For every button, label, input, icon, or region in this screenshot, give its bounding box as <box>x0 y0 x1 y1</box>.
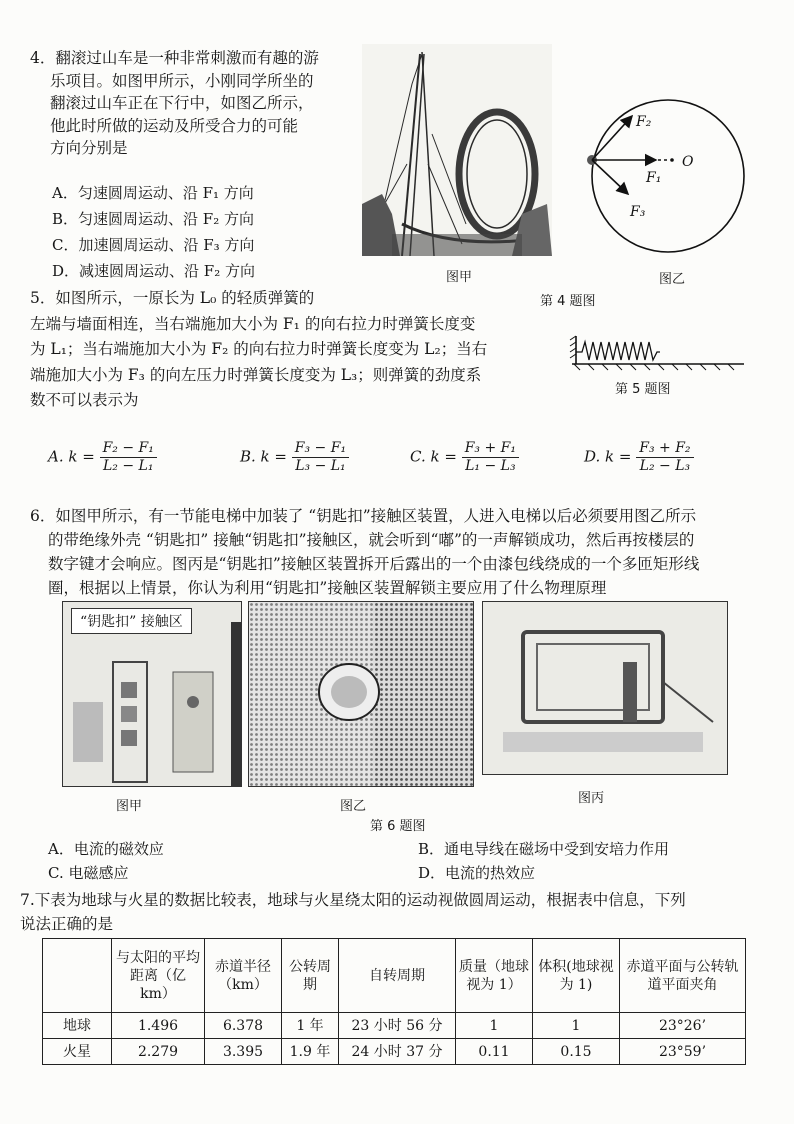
q4-options <box>52 180 255 284</box>
q5-line: 为 L₁；当右端施加大小为 F₂ 的向右拉力时弹簧长度变为 L₂；当右 <box>30 340 488 358</box>
f2-arrow <box>592 116 632 160</box>
table-header-cell: 公转周期 <box>282 939 339 1013</box>
table-row <box>43 1013 746 1039</box>
fraction-denominator: L₃ − L₁ <box>295 458 346 474</box>
fraction-numerator: F₃ + F₂ <box>636 440 693 458</box>
q4-line: 乐项目。如图甲所示，小刚同学所坐的 <box>50 71 314 90</box>
table-cell: 6.378 <box>205 1013 282 1039</box>
q6-fig-yi-label: 图乙 <box>340 799 367 814</box>
table-cell: 1 <box>533 1013 620 1039</box>
q4-line: 翻滚过山车正在下行中，如图乙所示， <box>50 94 314 112</box>
fraction-denominator: L₂ − L₁ <box>103 458 154 474</box>
table-header-cell: 赤道半径（km） <box>205 939 282 1013</box>
table-header-cell <box>43 939 112 1013</box>
q6-line: 的带绝缘外壳 “钥匙扣” 接触“钥匙扣”接触区，就会听到“嘟”的一声解锁成功，然后再按楼层的 <box>48 531 695 549</box>
q5-option-a[interactable] <box>48 440 157 475</box>
q5-option-b[interactable] <box>240 440 349 475</box>
q5-option-b-fraction <box>292 440 349 475</box>
label-f2: F₂ <box>636 114 652 130</box>
q4-stem <box>30 47 319 160</box>
table-cell: 1 <box>456 1013 533 1039</box>
table-cell: 1.496 <box>112 1013 205 1039</box>
q6-stem <box>30 504 699 600</box>
q5-option-a-prefix: A. k = <box>48 447 95 466</box>
q4-option-d[interactable]: D．减速圆周运动、沿 F₂ 方向 <box>52 262 255 280</box>
table-header-cell: 赤道平面与公转轨道平面夹角 <box>620 939 746 1013</box>
fraction-numerator: F₂ − F₁ <box>100 440 157 458</box>
q5-option-d-fraction <box>636 440 693 475</box>
spring-coil <box>576 342 660 360</box>
label-o: O <box>682 154 694 170</box>
q4-option-c[interactable]: C．加速圆周运动、沿 F₃ 方向 <box>52 236 255 254</box>
table-header-cell: 体积(地球视为 1) <box>533 939 620 1013</box>
table-cell: 2.279 <box>112 1039 205 1065</box>
q6-option-c[interactable]: C. 电磁感应 <box>48 864 129 882</box>
table-cell: 0.15 <box>533 1039 620 1065</box>
q5-line: 5．如图所示，一原长为 L₀ 的轻质弹簧的 <box>30 289 315 307</box>
q5-option-a-fraction <box>100 440 157 475</box>
q5-option-c[interactable] <box>410 440 519 475</box>
q7-line: 7.下表为地球与火星的数据比较表，地球与火星绕太阳的运动视做圆周运动，根据表中信息，下列 <box>20 891 686 909</box>
table-cell: 23°26’ <box>620 1013 746 1039</box>
q6-fig-caption: 第 6 题图 <box>370 819 426 834</box>
table-cell: 1 年 <box>282 1013 339 1039</box>
q4-option-a[interactable]: A．匀速圆周运动、沿 F₁ 方向 <box>52 184 254 202</box>
coil-photo <box>482 601 728 775</box>
fig-yi-label: 图乙 <box>659 272 686 287</box>
q6-option-a[interactable]: A．电流的磁效应 <box>48 840 164 858</box>
q6-option-d[interactable]: D．电流的热效应 <box>418 864 536 882</box>
f3-arrow <box>592 160 628 194</box>
table-header-cell: 自转周期 <box>339 939 456 1013</box>
q5-option-d-prefix: D. k = <box>584 447 632 466</box>
table-header-row <box>43 939 746 1013</box>
fraction-denominator: L₁ − L₃ <box>465 458 516 474</box>
table-header-cell: 质量（地球视为 1） <box>456 939 533 1013</box>
fraction-denominator: L₂ − L₃ <box>639 458 691 474</box>
table-cell: 1.9 年 <box>282 1039 339 1065</box>
q4-line: 他此时所做的运动及所受合力的可能 <box>50 116 299 135</box>
q6-line: 数字键才会响应。图丙是“钥匙扣”接触区装置拆开后露出的一个由漆包线绕成的一个多匝矩形线 <box>48 555 700 573</box>
q6-line: 6．如图甲所示，有一节能电梯中加装了 “钥匙扣”接触区装置，人进入电梯以后必须要用图乙所示 <box>30 507 697 525</box>
key-fob-zone-label: “钥匙扣” 接触区 <box>71 608 192 634</box>
q5-option-c-fraction <box>462 440 519 475</box>
q4-option-b[interactable]: B．匀速圆周运动、沿 F₂ 方向 <box>52 210 254 228</box>
table-cell: 火星 <box>43 1039 112 1065</box>
table-cell: 地球 <box>43 1013 112 1039</box>
spring-figure <box>568 328 748 372</box>
fraction-numerator: F₃ − F₁ <box>292 440 349 458</box>
table-header-cell: 与太阳的平均距离（亿 km） <box>112 939 205 1013</box>
label-f3: F₃ <box>630 204 646 220</box>
force-diagram <box>574 90 754 270</box>
table-cell: 23 小时 56 分 <box>339 1013 456 1039</box>
fig-jia-label: 图甲 <box>446 270 473 285</box>
q4-fig-caption: 第 4 题图 <box>540 294 596 309</box>
q6-fig-bing-label: 图丙 <box>578 791 605 806</box>
roller-coaster-photo <box>362 44 552 256</box>
q6-line: 圈，根据以上情景，你认为利用“钥匙扣”接触区装置解锁主要应用了什么物理原理 <box>48 579 607 597</box>
q7-stem <box>20 888 686 936</box>
q5-option-b-prefix: B. k = <box>240 447 287 466</box>
table-row <box>43 1039 746 1065</box>
q6-fig-jia-label: 图甲 <box>116 799 143 814</box>
table-cell: 3.395 <box>205 1039 282 1065</box>
planet-data-table <box>42 938 746 1065</box>
q7-line: 说法正确的是 <box>20 915 114 933</box>
table-cell: 24 小时 37 分 <box>339 1039 456 1065</box>
fraction-numerator: F₃ + F₁ <box>462 440 519 458</box>
q4-line: 4．翻滚过山车是一种非常刺激而有趣的游 <box>30 49 319 67</box>
q6-option-b[interactable]: B．通电导线在磁场中受到安培力作用 <box>418 840 670 858</box>
q5-option-d[interactable] <box>584 440 694 475</box>
center-o <box>670 158 674 162</box>
q5-line: 端施加大小为 F₃ 的向左压力时弹簧长度变为 L₃；则弹簧的劲度系 <box>30 365 482 384</box>
q5-line: 数不可以表示为 <box>30 391 139 409</box>
q5-line: 左端与墙面相连，当右端施加大小为 F₁ 的向右拉力时弹簧长度变 <box>30 314 476 333</box>
key-fob-photo <box>248 601 474 787</box>
q4-line: 方向分别是 <box>50 139 128 157</box>
table-cell: 0.11 <box>456 1039 533 1065</box>
q5-fig-caption: 第 5 题图 <box>615 382 671 397</box>
elevator-keypad-photo <box>62 601 242 787</box>
table-cell: 23°59’ <box>620 1039 746 1065</box>
label-f1: F₁ <box>646 170 662 186</box>
q5-option-c-prefix: C. k = <box>410 447 457 466</box>
q5-stem <box>30 287 487 412</box>
